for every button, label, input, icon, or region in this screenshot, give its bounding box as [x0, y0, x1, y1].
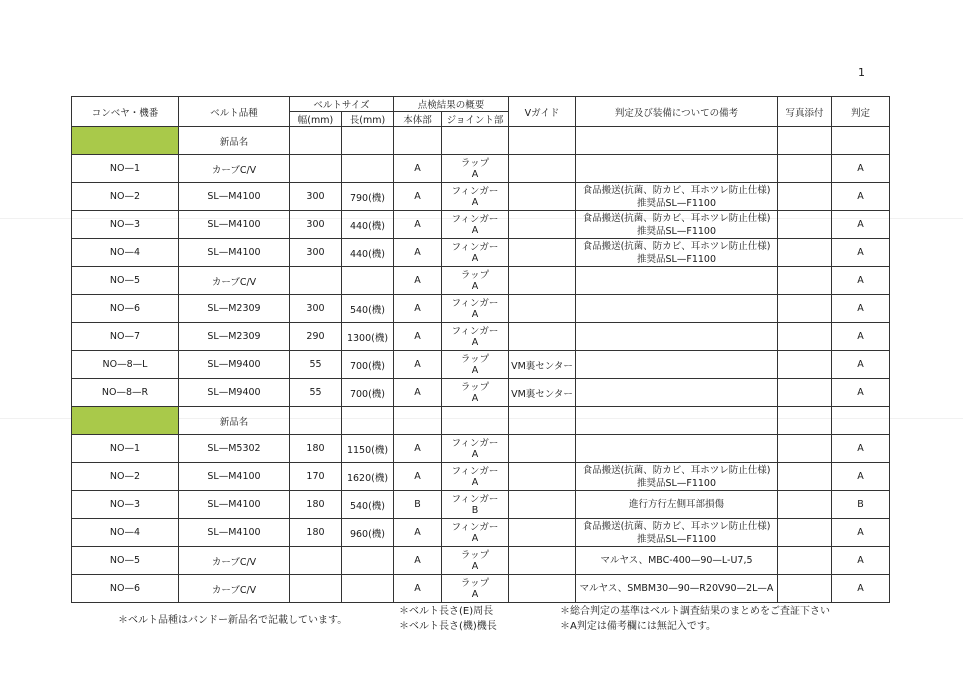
photo-cell	[778, 435, 832, 463]
remark-line: 食品搬送(抗菌、防カビ、耳ホツレ防止仕様)	[582, 520, 771, 532]
remarks-cell	[576, 239, 778, 267]
conveyor-number: NO—5	[72, 547, 179, 575]
v-guide	[509, 183, 576, 211]
remarks-cell	[576, 155, 778, 183]
joint-cell	[442, 519, 509, 547]
body-grade: A	[394, 435, 442, 463]
empty-cell	[394, 407, 442, 435]
belt-type: カーブC/V	[179, 155, 290, 183]
photo-cell	[778, 463, 832, 491]
photo-cell	[778, 575, 832, 603]
header-joint: ジョイント部	[442, 112, 509, 127]
judgment: A	[832, 323, 890, 351]
v-guide: VM裏センター	[509, 379, 576, 407]
table-row	[72, 211, 890, 239]
empty-cell	[290, 127, 342, 155]
belt-width: 300	[290, 295, 342, 323]
belt-width: 55	[290, 379, 342, 407]
belt-width: 180	[290, 491, 342, 519]
remarks-cell	[576, 463, 778, 491]
empty-cell	[832, 127, 890, 155]
table-row	[72, 519, 890, 547]
empty-cell	[832, 407, 890, 435]
remark-line: マルヤス、SMBM30—90—R20V90—2L—A	[579, 583, 774, 594]
belt-width	[290, 575, 342, 603]
table-row	[72, 575, 890, 603]
body-grade: A	[394, 295, 442, 323]
joint-cell	[442, 435, 509, 463]
table-header	[72, 97, 890, 127]
joint-type: フィンガー	[451, 213, 499, 225]
joint-type: フィンガー	[451, 437, 499, 449]
v-guide	[509, 211, 576, 239]
judgment: A	[832, 575, 890, 603]
belt-length	[342, 267, 394, 295]
belt-width: 55	[290, 351, 342, 379]
belt-length: 540(機)	[342, 295, 394, 323]
joint-type: フィンガー	[451, 325, 499, 337]
body-grade: A	[394, 323, 442, 351]
photo-cell	[778, 267, 832, 295]
judgment: A	[832, 519, 890, 547]
belt-length: 540(機)	[342, 491, 394, 519]
belt-width: 180	[290, 519, 342, 547]
photo-cell	[778, 547, 832, 575]
header-photo: 写真添付	[778, 97, 832, 127]
remark-line: 食品搬送(抗菌、防カビ、耳ホツレ防止仕様)	[582, 184, 771, 196]
joint-grade: A	[471, 364, 479, 376]
belt-type: SL—M2309	[179, 295, 290, 323]
table-row	[72, 379, 890, 407]
table-row	[72, 239, 890, 267]
body-grade: A	[394, 267, 442, 295]
remarks-cell	[576, 323, 778, 351]
joint-cell	[442, 211, 509, 239]
conveyor-number: NO—8—R	[72, 379, 179, 407]
belt-type: SL—M4100	[179, 463, 290, 491]
conveyor-number: NO—8—L	[72, 351, 179, 379]
joint-grade: A	[471, 308, 479, 320]
v-guide	[509, 239, 576, 267]
joint-grade: B	[471, 504, 479, 516]
conveyor-number: NO—3	[72, 211, 179, 239]
belt-length	[342, 547, 394, 575]
body-grade: A	[394, 519, 442, 547]
photo-cell	[778, 491, 832, 519]
belt-type: SL—M4100	[179, 239, 290, 267]
joint-type: ラップ	[460, 157, 490, 169]
table-row	[72, 463, 890, 491]
photo-cell	[778, 295, 832, 323]
footnote-overall: ＊総合判定の基準はベルト調査結果のまとめをご査証下さい	[560, 606, 830, 617]
belt-length: 440(機)	[342, 239, 394, 267]
table-body	[72, 127, 890, 603]
joint-type: フィンガー	[451, 521, 499, 533]
judgment: A	[832, 351, 890, 379]
v-guide	[509, 267, 576, 295]
header-body: 本体部	[394, 112, 442, 127]
belt-length: 960(機)	[342, 519, 394, 547]
remarks-cell	[576, 267, 778, 295]
conveyor-number: NO—5	[72, 267, 179, 295]
empty-cell	[290, 407, 342, 435]
belt-length: 1150(機)	[342, 435, 394, 463]
empty-cell	[576, 127, 778, 155]
section-swatch	[72, 407, 179, 435]
conveyor-number: NO—1	[72, 155, 179, 183]
body-grade: A	[394, 547, 442, 575]
belt-length: 700(機)	[342, 379, 394, 407]
belt-type: カーブC/V	[179, 575, 290, 603]
table-row	[72, 351, 890, 379]
header-remarks: 判定及び装備についての備考	[576, 97, 778, 127]
body-grade: A	[394, 351, 442, 379]
body-grade: A	[394, 183, 442, 211]
joint-cell	[442, 547, 509, 575]
judgment: A	[832, 211, 890, 239]
remarks-cell	[576, 575, 778, 603]
footnote-length-machine: ＊ベルト長さ(機)機長	[399, 621, 497, 632]
header-judgment: 判定	[832, 97, 890, 127]
joint-grade: A	[471, 168, 479, 180]
joint-cell	[442, 491, 509, 519]
remark-line: 推奨品SL—F1100	[637, 533, 716, 545]
joint-cell	[442, 239, 509, 267]
header-v-guide: Vガイド	[509, 97, 576, 127]
belt-length: 1300(機)	[342, 323, 394, 351]
body-grade: A	[394, 155, 442, 183]
remark-line: 推奨品SL—F1100	[637, 225, 716, 237]
body-grade: A	[394, 379, 442, 407]
remarks-cell	[576, 435, 778, 463]
belt-type: SL—M5302	[179, 435, 290, 463]
conveyor-number: NO—1	[72, 435, 179, 463]
joint-grade: A	[471, 252, 479, 264]
photo-cell	[778, 379, 832, 407]
empty-cell	[394, 127, 442, 155]
belt-length	[342, 155, 394, 183]
table-row	[72, 267, 890, 295]
belt-type: SL—M9400	[179, 351, 290, 379]
joint-cell	[442, 351, 509, 379]
joint-cell	[442, 575, 509, 603]
table-row	[72, 323, 890, 351]
header-length: 長(mm)	[342, 112, 394, 127]
belt-width: 170	[290, 463, 342, 491]
empty-cell	[342, 407, 394, 435]
belt-type: カーブC/V	[179, 547, 290, 575]
judgment: A	[832, 183, 890, 211]
page-number: 1	[858, 66, 865, 79]
conveyor-number: NO—2	[72, 463, 179, 491]
judgment: B	[832, 491, 890, 519]
belt-length: 790(機)	[342, 183, 394, 211]
conveyor-number: NO—6	[72, 295, 179, 323]
table-row	[72, 183, 890, 211]
joint-type: ラップ	[460, 549, 490, 561]
header-width: 幅(mm)	[290, 112, 342, 127]
remarks-cell	[576, 379, 778, 407]
joint-type: フィンガー	[451, 297, 499, 309]
joint-cell	[442, 323, 509, 351]
judgment: A	[832, 435, 890, 463]
remark-line: 食品搬送(抗菌、防カビ、耳ホツレ防止仕様)	[582, 212, 771, 224]
belt-type: SL—M4100	[179, 519, 290, 547]
footnote-length-e: ＊ベルト長さ(E)周長	[399, 606, 494, 617]
judgment: A	[832, 155, 890, 183]
photo-cell	[778, 183, 832, 211]
table-row	[72, 155, 890, 183]
joint-type: フィンガー	[451, 185, 499, 197]
joint-type: フィンガー	[451, 465, 499, 477]
joint-grade: A	[471, 196, 479, 208]
belt-width: 300	[290, 239, 342, 267]
table-row	[72, 547, 890, 575]
judgment: A	[832, 295, 890, 323]
judgment: A	[832, 547, 890, 575]
photo-cell	[778, 351, 832, 379]
empty-cell	[576, 407, 778, 435]
header-belt-size: ベルトサイズ	[290, 97, 394, 112]
joint-type: ラップ	[460, 381, 490, 393]
conveyor-number: NO—6	[72, 575, 179, 603]
joint-type: ラップ	[460, 269, 490, 281]
header-inspection: 点検結果の概要	[394, 97, 509, 112]
joint-cell	[442, 183, 509, 211]
belt-type: SL—M4100	[179, 491, 290, 519]
joint-type: フィンガー	[451, 493, 499, 505]
v-guide	[509, 491, 576, 519]
body-grade: A	[394, 463, 442, 491]
body-grade: A	[394, 211, 442, 239]
empty-cell	[778, 407, 832, 435]
v-guide	[509, 547, 576, 575]
footnote-a-judgment: ＊A判定は備考欄には無記入です。	[560, 621, 717, 632]
empty-cell	[778, 127, 832, 155]
photo-cell	[778, 155, 832, 183]
belt-length	[342, 575, 394, 603]
joint-grade: A	[471, 280, 479, 292]
body-grade: A	[394, 239, 442, 267]
belt-width: 290	[290, 323, 342, 351]
joint-cell	[442, 267, 509, 295]
joint-cell	[442, 379, 509, 407]
joint-grade: A	[471, 560, 479, 572]
joint-grade: A	[471, 588, 479, 600]
conveyor-number: NO—4	[72, 519, 179, 547]
remark-line: 推奨品SL—F1100	[637, 477, 716, 489]
belt-length: 440(機)	[342, 211, 394, 239]
header-belt-type: ベルト品種	[179, 97, 290, 127]
joint-type: ラップ	[460, 577, 490, 589]
remarks-cell	[576, 519, 778, 547]
remark-line: 推奨品SL—F1100	[637, 253, 716, 265]
belt-type: SL—M9400	[179, 379, 290, 407]
table-row	[72, 435, 890, 463]
joint-cell	[442, 463, 509, 491]
photo-cell	[778, 323, 832, 351]
v-guide	[509, 155, 576, 183]
body-grade: A	[394, 575, 442, 603]
remark-line: 進行方行左側耳部損傷	[629, 499, 725, 510]
section-label: 新品名	[179, 407, 290, 435]
belt-type: SL—M2309	[179, 323, 290, 351]
empty-cell	[442, 407, 509, 435]
remark-line: 食品搬送(抗菌、防カビ、耳ホツレ防止仕様)	[582, 464, 771, 476]
footnote-belt-type: ＊ベルト品種はバンドー新品名で記載しています。	[118, 615, 348, 626]
empty-cell	[509, 407, 576, 435]
remarks-cell	[576, 211, 778, 239]
judgment: A	[832, 463, 890, 491]
joint-cell	[442, 295, 509, 323]
belt-width: 180	[290, 435, 342, 463]
conveyor-number: NO—3	[72, 491, 179, 519]
section-row	[72, 407, 890, 435]
empty-cell	[442, 127, 509, 155]
judgment: A	[832, 379, 890, 407]
empty-cell	[342, 127, 394, 155]
belt-type: SL—M4100	[179, 211, 290, 239]
judgment: A	[832, 239, 890, 267]
v-guide	[509, 323, 576, 351]
joint-type: フィンガー	[451, 241, 499, 253]
belt-width: 300	[290, 211, 342, 239]
remark-line: 推奨品SL—F1100	[637, 197, 716, 209]
conveyor-number: NO—2	[72, 183, 179, 211]
remark-line: マルヤス、MBC-400—90—L-U7,5	[600, 555, 753, 566]
remarks-cell	[576, 351, 778, 379]
body-grade: B	[394, 491, 442, 519]
v-guide	[509, 519, 576, 547]
v-guide	[509, 463, 576, 491]
judgment: A	[832, 267, 890, 295]
remark-line: 食品搬送(抗菌、防カビ、耳ホツレ防止仕様)	[582, 240, 771, 252]
v-guide	[509, 435, 576, 463]
header-conveyor: コンベヤ・機番	[72, 97, 179, 127]
belt-width	[290, 155, 342, 183]
section-label: 新品名	[179, 127, 290, 155]
v-guide	[509, 295, 576, 323]
belt-width: 300	[290, 183, 342, 211]
conveyor-number: NO—7	[72, 323, 179, 351]
photo-cell	[778, 211, 832, 239]
belt-type: カーブC/V	[179, 267, 290, 295]
section-swatch	[72, 127, 179, 155]
inspection-table	[71, 96, 890, 603]
belt-width	[290, 267, 342, 295]
belt-length: 1620(機)	[342, 463, 394, 491]
joint-grade: A	[471, 476, 479, 488]
table-row	[72, 295, 890, 323]
v-guide: VM裏センター	[509, 351, 576, 379]
belt-type: SL—M4100	[179, 183, 290, 211]
remarks-cell	[576, 183, 778, 211]
joint-grade: A	[471, 392, 479, 404]
belt-width	[290, 547, 342, 575]
remarks-cell	[576, 491, 778, 519]
photo-cell	[778, 519, 832, 547]
remarks-cell	[576, 295, 778, 323]
joint-grade: A	[471, 336, 479, 348]
photo-cell	[778, 239, 832, 267]
table-row	[72, 491, 890, 519]
empty-cell	[509, 127, 576, 155]
joint-grade: A	[471, 448, 479, 460]
belt-length: 700(機)	[342, 351, 394, 379]
remarks-cell	[576, 547, 778, 575]
v-guide	[509, 575, 576, 603]
joint-type: ラップ	[460, 353, 490, 365]
joint-cell	[442, 155, 509, 183]
joint-grade: A	[471, 224, 479, 236]
conveyor-number: NO—4	[72, 239, 179, 267]
section-row	[72, 127, 890, 155]
joint-grade: A	[471, 532, 479, 544]
